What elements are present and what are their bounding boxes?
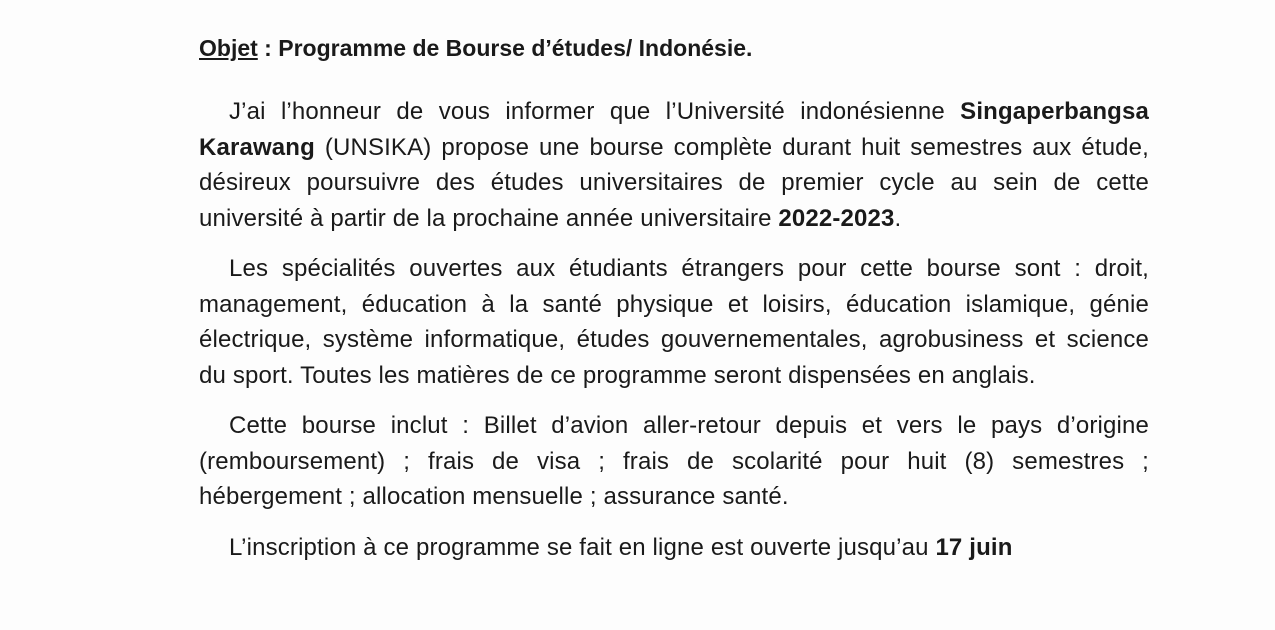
subject-separator: :: [257, 35, 279, 61]
paragraph-registration: [199, 530, 1149, 566]
registration-text: L’inscription à ce programme se fait en ligne est ouverte jusqu’au: [229, 533, 936, 561]
letter-body: [199, 30, 1149, 580]
university-name: Singaperbangsa Karawang: [199, 98, 1149, 161]
paragraph-benefits: Cette bourse inclut : Billet d’avion aller-retour depuis et vers le pays d’origine (remboursement) ; frais de visa ; frais de scolarité pour huit (8) semestres ; hébergement ; allocation mensuelle ; assurance santé.: [199, 412, 1149, 510]
paragraph-intro: [199, 94, 1149, 236]
subject-text: Programme de Bourse d’études/ Indonésie.: [278, 35, 753, 61]
paragraph-specialties: Les spécialités ouvertes aux étudiants étrangers pour cette bourse sont : droit, management, éducation à la santé physique et loisirs, éducation islamique, génie électrique, système informatique, études gouvernementales, agrobusiness et science du sport. Toutes les matières de ce programme seront dispensées en anglais.: [199, 255, 1149, 389]
intro-text-end: .: [894, 204, 902, 232]
academic-year: 2022-2023: [778, 204, 895, 232]
subject-line: [199, 30, 1149, 66]
registration-deadline: 17 juin: [935, 533, 1013, 561]
subject-label: Objet: [199, 35, 258, 61]
intro-text-start: J’ai l’honneur de vous informer que l’Université indonésienne: [229, 98, 961, 125]
intro-text-middle: (UNSIKA) propose une bourse complète durant huit semestres aux étude, désireux poursuivre des études universitaires de premier cycle au sein de cette université à partir de la prochaine année universitaire: [199, 133, 1149, 232]
